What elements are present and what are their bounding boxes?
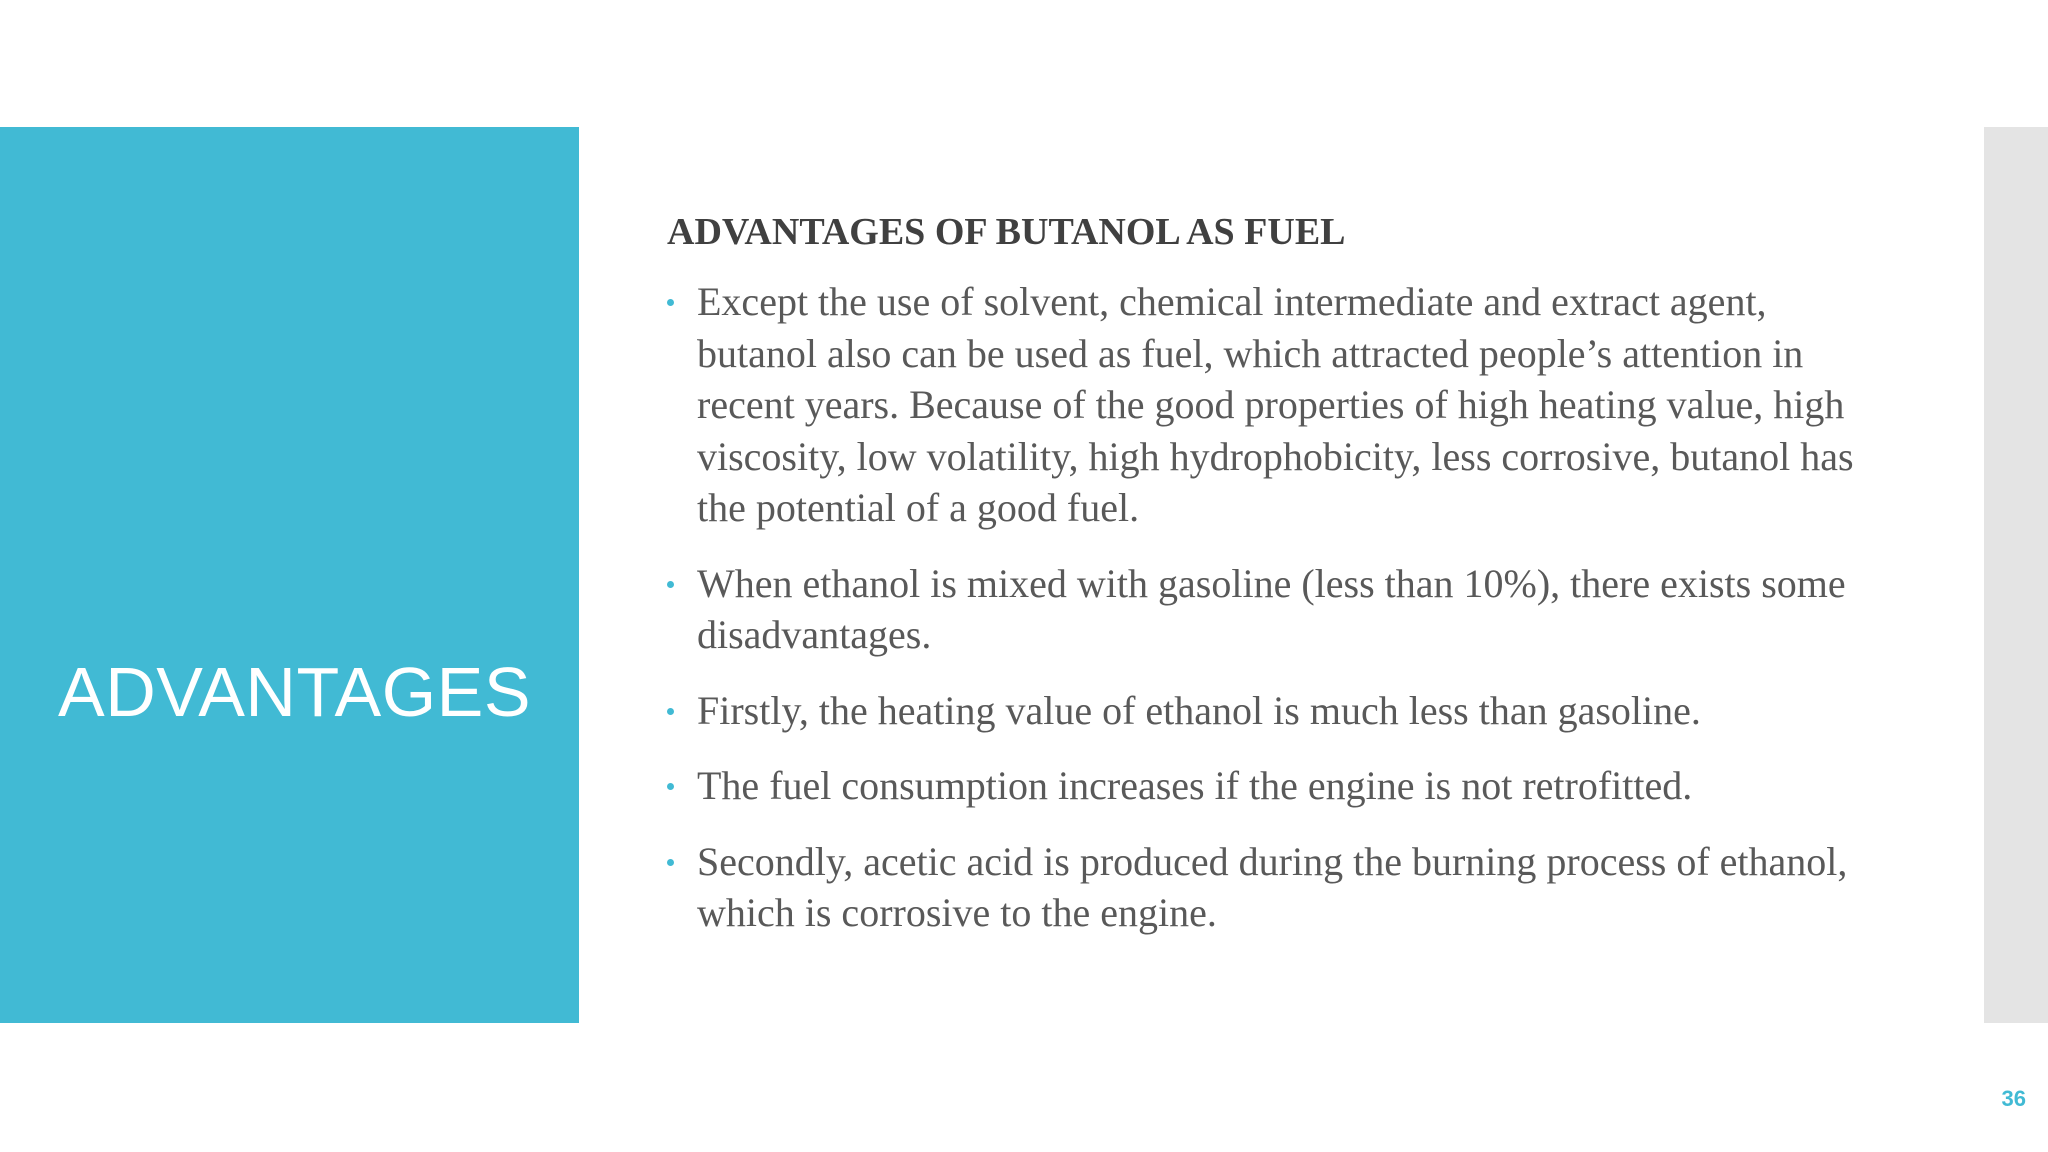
side-strip [1984, 127, 2048, 1023]
title-panel [0, 127, 579, 1023]
bullet-icon [667, 581, 674, 588]
bullet-icon [667, 708, 674, 715]
bullet-item [667, 276, 1887, 534]
bullet-text: Secondly, acetic acid is produced during the burning process of ethanol, which is corrosive to the engine. [697, 838, 1848, 935]
content-area [667, 206, 1887, 963]
content-heading: ADVANTAGES OF BUTANOL AS FUEL [667, 211, 1346, 253]
bullet-text: When ethanol is mixed with gasoline (less than 10%), there exists some disadvantages. [697, 560, 1846, 657]
slide-title: ADVANTAGES [58, 653, 532, 731]
bullet-item [667, 760, 1887, 812]
bullet-text: Firstly, the heating value of ethanol is much less than gasoline. [697, 687, 1701, 733]
bullet-text: The fuel consumption increases if the engine is not retrofitted. [697, 763, 1693, 808]
bullet-icon [667, 783, 674, 790]
page-number: 36 [2001, 1086, 2026, 1111]
bullet-item [667, 685, 1887, 737]
bullet-icon [667, 299, 674, 306]
bullet-text: Except the use of solvent, chemical intermediate and extract agent, butanol also can be used as fuel, which attracted people’s attention in recent years. Because of the good properties of high heating value, high viscosity, low volatility, high hydrophobicity, less corrosive, butanol has the potential of a good fuel. [697, 279, 1854, 530]
bullet-item [667, 836, 1887, 939]
bullet-item [667, 558, 1887, 661]
bullet-list [667, 276, 1887, 939]
bullet-icon [667, 859, 674, 866]
